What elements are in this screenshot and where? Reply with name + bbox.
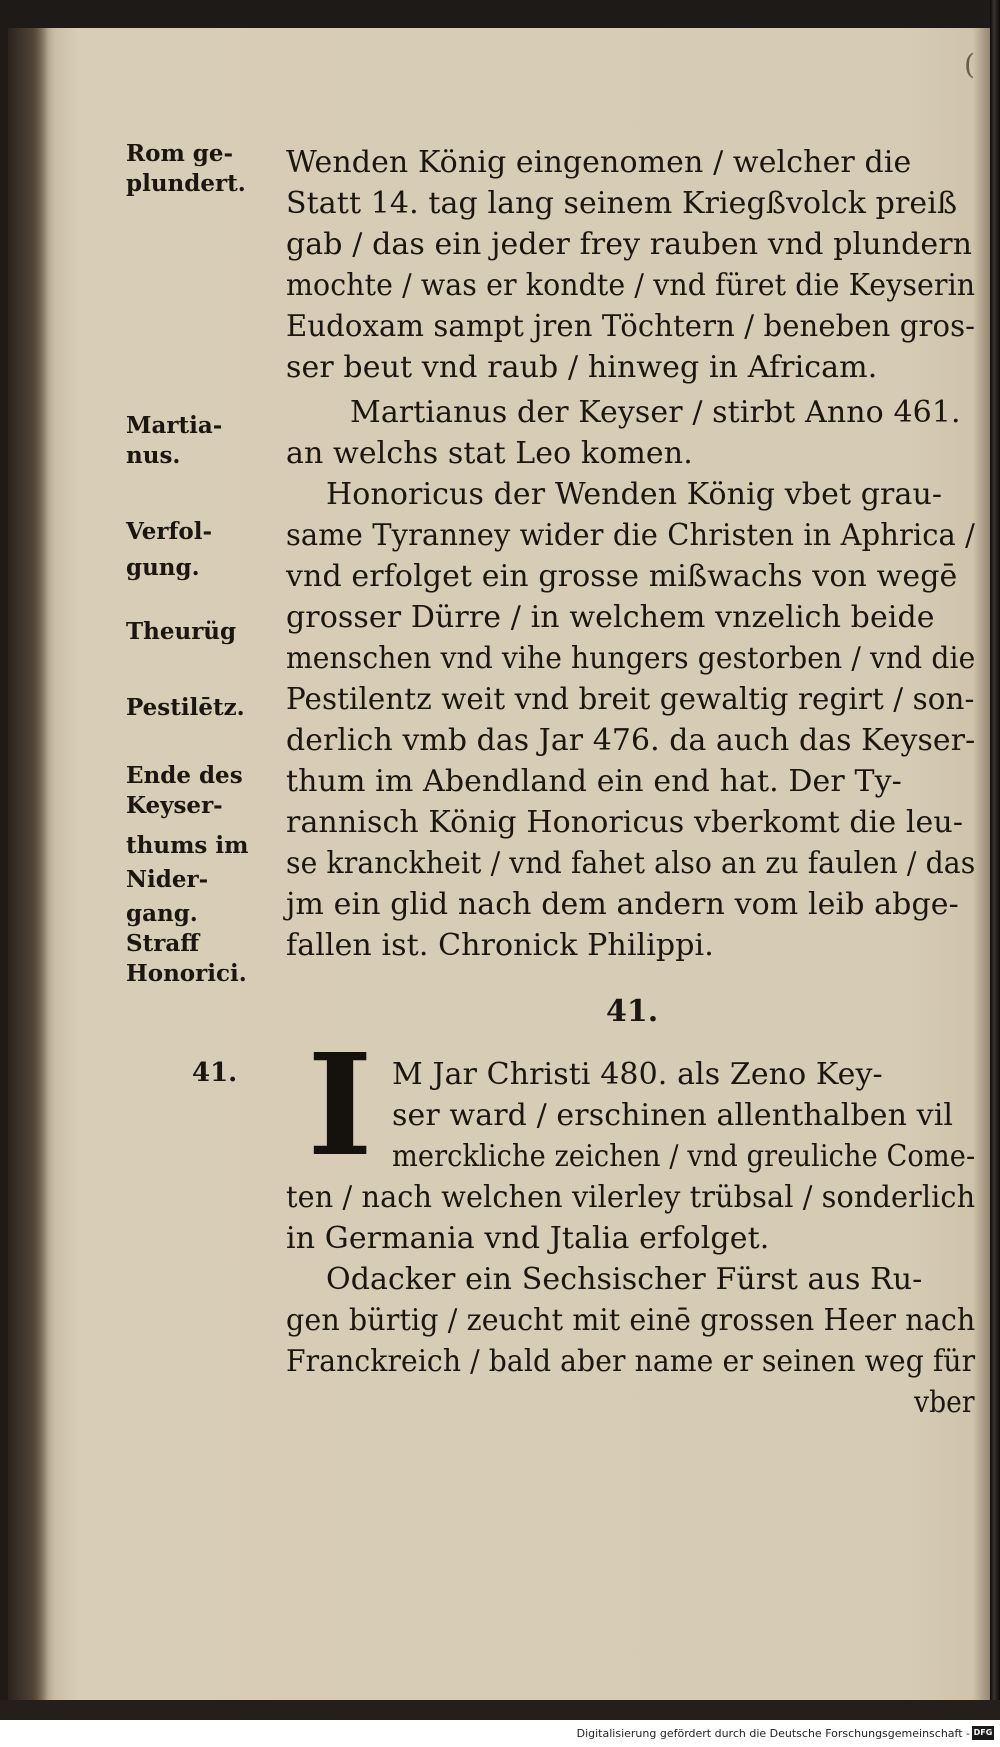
margin-note: Straff <box>126 930 200 957</box>
text-line: ser ward / erschinen allenthalben vil <box>392 1098 954 1133</box>
text-line: mochte / was er kondte / vnd füret die Keyserin <box>286 268 976 303</box>
text-line: se kranckheit / vnd fahet also an zu faulen / das <box>286 846 976 881</box>
text-line: jm ein glid nach dem andern vom leib abge- <box>286 887 959 922</box>
text-line: same Tyranney wider die Christen in Aphrica / <box>286 518 975 553</box>
footer-credit: Digitalisierung gefördert durch die Deutsche Forschungsgemeinschaft - <box>576 1727 970 1740</box>
margin-note: thums im <box>126 832 249 859</box>
drop-cap: I <box>307 1024 373 1188</box>
margin-note: gang. <box>126 900 198 927</box>
margin-note: Martia- <box>126 412 223 439</box>
text-line: Pestilentz weit vnd breit gewaltig regirt / son- <box>286 682 975 717</box>
page-corner-mark: ( <box>964 48 975 81</box>
text-line: grosser Dürre / in welchem vnzelich beide <box>286 600 935 635</box>
margin-section-number: 41. <box>192 1058 238 1088</box>
catchword: vber <box>914 1385 975 1420</box>
text-line: merckliche zeichen / vnd greuliche Come- <box>392 1139 976 1174</box>
text-line: Eudoxam sampt jren Töchtern / beneben gros- <box>286 309 976 344</box>
text-line: rannisch König Honoricus vberkomt die leu- <box>286 805 964 840</box>
text-line: Franckreich / bald aber name er seinen weg für <box>286 1344 976 1379</box>
margin-note: Verfol- <box>126 518 213 545</box>
scan-bottom-band <box>0 1700 1000 1720</box>
page-gutter <box>8 28 48 1700</box>
text-line: Martianus der Keyser / stirbt Anno 461. <box>350 395 961 430</box>
margin-note: Nider- <box>126 866 209 893</box>
text-line: vnd erfolget ein grosse mißwachs von wegē <box>286 559 958 594</box>
dfg-logo: DFG <box>972 1726 994 1740</box>
text-line: Statt 14. tag lang seinem Kriegßvolck preiß <box>286 186 958 221</box>
text-line: derlich vmb das Jar 476. da auch das Keyser- <box>286 723 976 758</box>
text-line: in Germania vnd Jtalia erfolget. <box>286 1221 770 1256</box>
page-edge <box>990 0 1000 1747</box>
section-number: 41. <box>606 994 659 1029</box>
text-line: gen bürtig / zeucht mit einē grossen Heer nach <box>286 1303 976 1338</box>
text-line: ten / nach welchen vilerley trübsal / sonderlich <box>286 1180 976 1215</box>
text-line: an welchs stat Leo komen. <box>286 436 693 471</box>
margin-note: Ende des <box>126 762 243 789</box>
margin-note: Rom ge- <box>126 140 234 167</box>
text-line: Honoricus der Wenden König vbet grau- <box>326 477 943 512</box>
margin-note: nus. <box>126 442 181 469</box>
text-line: gab / das ein jeder frey rauben vnd plundern <box>286 227 973 262</box>
margin-note: Pestilētz. <box>126 694 245 721</box>
text-line: menschen vnd vihe hungers gestorben / vnd die <box>286 641 976 676</box>
text-line: Odacker ein Sechsischer Fürst aus Ru- <box>326 1262 923 1297</box>
margin-note: Honorici. <box>126 960 247 987</box>
text-line: fallen ist. Chronick Philippi. <box>286 928 714 963</box>
text-line: M Jar Christi 480. als Zeno Key- <box>392 1057 883 1092</box>
margin-note: gung. <box>126 554 200 581</box>
text-line: thum im Abendland ein end hat. Der Ty- <box>286 764 902 799</box>
text-line: ser beut vnd raub / hinweg in Africam. <box>286 350 878 385</box>
text-line: Wenden König eingenomen / welcher die <box>286 145 912 180</box>
margin-note: Keyser- <box>126 792 223 819</box>
margin-note: Theurüg <box>126 618 237 645</box>
margin-note: plundert. <box>126 170 246 197</box>
